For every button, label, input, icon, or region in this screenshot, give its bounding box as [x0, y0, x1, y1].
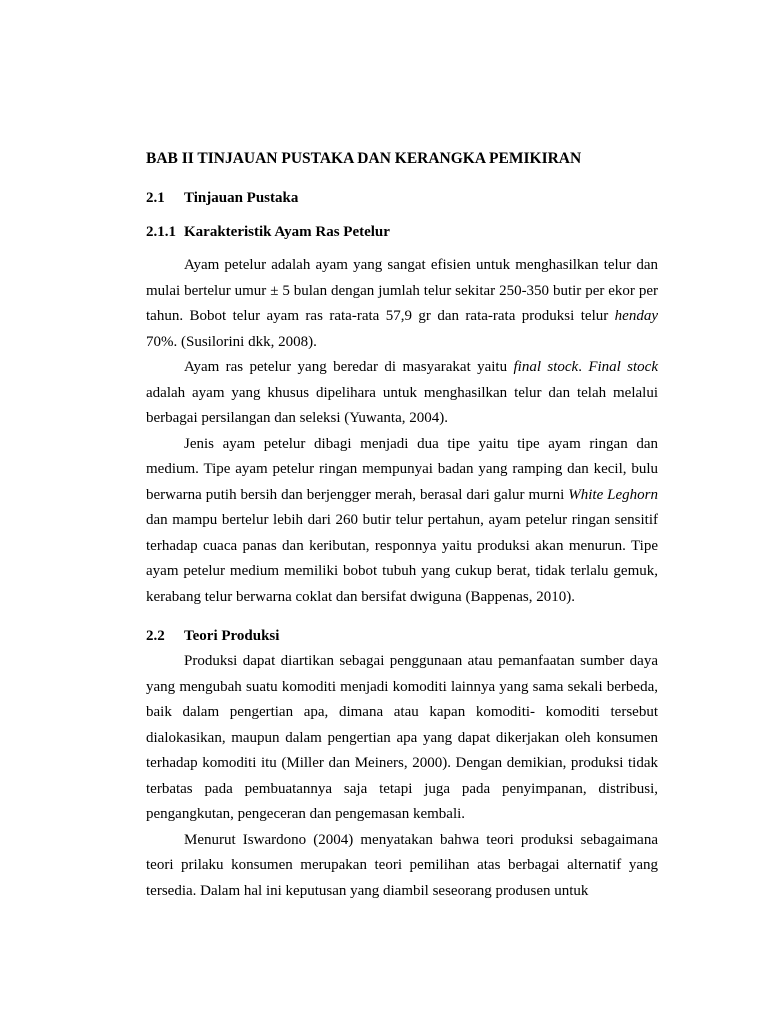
paragraph-text: adalah ayam yang khusus dipelihara untuk menghasilkan telur dan telah melalui berbagai persilangan dan seleksi (Yuwanta, 2004).	[146, 384, 658, 426]
paragraph	[146, 253, 658, 355]
section-number: 2.1.1	[146, 224, 176, 240]
paragraph-text: Ayam petelur adalah ayam yang sangat efisien untuk menghasilkan telur dan mulai bertelur umur ± 5 bulan dengan jumlah telur sekitar 250-350 butir per ekor per tahun. Bobot telur ayam ras rata-rata 57,9 gr dan rata-rata produksi telur	[146, 257, 658, 324]
italic-term: henday	[614, 308, 658, 324]
paragraph-text: Jenis ayam petelur dibagi menjadi dua tipe yaitu tipe ayam ringan dan medium. Tipe ayam petelur ringan mempunyai badan yang ramping dan kecil, bulu berwarna putih bersih dan berjengger merah, berasal dari galur murni	[146, 435, 658, 503]
section-title: Karakteristik Ayam Ras Petelur	[184, 224, 390, 240]
paragraph-text: .	[578, 359, 589, 375]
section-number: 2.2	[146, 628, 165, 644]
italic-term: White Leghorn	[568, 486, 659, 503]
paragraph	[146, 355, 658, 432]
section-title: Tinjauan Pustaka	[184, 190, 299, 206]
section-title: Teori Produksi	[184, 628, 280, 644]
paragraph	[146, 432, 658, 611]
italic-term: final stock	[513, 359, 579, 375]
document-body	[146, 146, 658, 904]
chapter-title: BAB II TINJAUAN PUSTAKA DAN KERANGKA PEMIKIRAN	[146, 150, 582, 167]
section-heading-2-2	[146, 623, 658, 649]
italic-term: Final stock	[588, 359, 659, 375]
section-heading-2-1-1	[146, 219, 658, 245]
paragraph-text: Ayam ras petelur yang beredar di masyarakat yaitu	[184, 359, 514, 375]
paragraph-text: dan mampu bertelur lebih dari 260 butir telur pertahun, ayam petelur ringan sensitif terhadap cuaca panas dan keributan, responnya yaitu produksi akan menurun. Tipe ayam petelur medium memiliki bobot tubuh yang cukup berat, tidak terlalu gemuk, kerabang telur berwarna coklat dan bersifat dwiguna (Bappenas, 2010).	[146, 512, 658, 605]
paragraph-text: 70%. (Susilorini dkk, 2008).	[146, 333, 317, 350]
paragraph	[146, 649, 658, 828]
paragraph-text: Produksi dapat diartikan sebagai penggunaan atau pemanfaatan sumber daya yang mengubah suatu komoditi menjadi komoditi lainnya yang sama sekali berbeda, baik dalam pengertian apa, dimana atau kapan komoditi- komoditi tersebut dialokasikan, maupun dalam pengertian apa yang dapat dikerjakan oleh konsumen terhadap komoditi itu (Miller dan Meiners, 2000). Dengan demikian, produksi tidak terbatas pada pembuatannya saja tetapi juga pada penyimpanan, distribusi, pengangkutan, pengeceran dan pengemasan kembali.	[146, 653, 658, 822]
section-heading-2-1	[146, 185, 658, 211]
paragraph	[146, 828, 658, 905]
section-number: 2.1	[146, 190, 165, 206]
paragraph-text: Menurut Iswardono (2004) menyatakan bahwa teori produksi sebagaimana teori prilaku konsumen merupakan teori pemilihan atas berbagai alternatif yang tersedia. Dalam hal ini keputusan yang diambil seseorang produsen untuk	[146, 831, 658, 899]
